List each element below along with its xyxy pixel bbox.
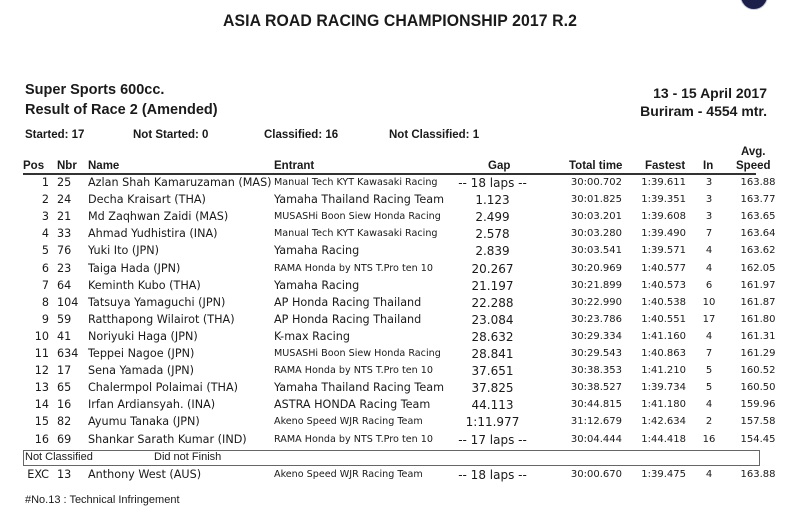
event-date: 13 - 15 April 2017	[653, 85, 767, 101]
cell-total-time: 30:03.280	[570, 228, 622, 240]
cell-entrant: RAMA Honda by NTS T.Pro ten 10	[274, 262, 433, 274]
cell-fastest: 1:40.577	[641, 262, 686, 274]
table-row	[0, 468, 800, 485]
cell-nbr: 33	[57, 227, 72, 241]
table-row	[0, 193, 800, 210]
cell-total-time: 31:12.679	[570, 416, 622, 428]
cell-entrant: AP Honda Racing Thailand	[274, 312, 422, 326]
cell-fastest: 1:40.551	[641, 313, 686, 325]
cell-name: Ahmad Yudhistira (INA)	[88, 227, 218, 241]
event-venue: Buriram - 4554 mtr.	[640, 103, 767, 119]
cell-in-lap: 7	[705, 228, 713, 240]
cell-entrant: Yamaha Racing	[274, 278, 360, 292]
col-nbr: Nbr	[57, 160, 77, 172]
cell-avg-speed: 161.29	[740, 348, 776, 359]
cell-entrant: Akeno Speed WJR Racing Team	[274, 416, 423, 428]
cell-fastest: 1:39.475	[641, 469, 686, 480]
cell-avg-speed: 163.65	[740, 211, 776, 223]
cell-fastest: 1:39.351	[641, 194, 686, 206]
cell-pos: 13	[34, 381, 49, 395]
cell-nbr: 21	[57, 210, 72, 224]
cell-in-lap: 4	[705, 469, 713, 480]
cell-nbr: 76	[57, 244, 72, 258]
table-row	[0, 330, 800, 347]
table-row	[0, 262, 800, 279]
cell-name: Yuki Ito (JPN)	[88, 244, 160, 258]
cell-nbr: 13	[57, 468, 72, 481]
table-row	[0, 398, 800, 415]
cell-nbr: 69	[57, 432, 72, 446]
cell-entrant: RAMA Honda by NTS T.Pro ten 10	[274, 365, 433, 377]
cell-avg-speed: 163.88	[740, 469, 776, 480]
cell-name: Azlan Shah Kamaruzaman (MAS)	[88, 176, 272, 189]
col-avg-speed-line1: Avg.	[741, 146, 766, 158]
cell-avg-speed: 162.05	[740, 262, 776, 274]
cell-entrant: MUSASHi Boon Siew Honda Racing	[274, 211, 441, 223]
col-total-time: Total time	[569, 160, 623, 172]
cell-avg-speed: 161.87	[740, 296, 776, 308]
cell-entrant: Yamaha Thailand Racing Team	[274, 193, 444, 207]
cell-total-time: 30:29.334	[570, 330, 622, 342]
cell-name: Keminth Kubo (THA)	[88, 278, 201, 292]
cell-pos: 4	[41, 227, 49, 241]
cell-name: Teppei Nagoe (JPN)	[88, 347, 195, 360]
cell-in-lap: 4	[705, 262, 713, 274]
cell-gap: -- 18 laps --	[458, 176, 527, 190]
cell-pos: 12	[34, 364, 49, 378]
cell-total-time: 30:38.353	[570, 365, 622, 377]
cell-name: Decha Kraisart (THA)	[88, 193, 206, 207]
header-divider	[378, 173, 756, 175]
cell-gap: -- 17 laps --	[458, 432, 527, 447]
cell-name: Noriyuki Haga (JPN)	[88, 329, 198, 343]
cell-total-time: 30:44.815	[570, 399, 622, 411]
cell-avg-speed: 154.45	[740, 433, 776, 445]
table-row	[0, 279, 800, 296]
cell-pos: 15	[34, 415, 49, 429]
cell-nbr: 65	[57, 381, 72, 395]
cell-nbr: 41	[57, 329, 72, 343]
table-row	[0, 244, 800, 261]
cell-in-lap: 6	[705, 279, 713, 291]
cell-name: Shankar Sarath Kumar (IND)	[88, 432, 247, 446]
cell-avg-speed: 163.64	[740, 228, 776, 240]
stat-not-classified: Not Classified: 1	[389, 129, 480, 141]
cell-fastest: 1:39.490	[641, 228, 686, 240]
cell-pos: EXC	[27, 468, 49, 481]
cell-in-lap: 5	[705, 382, 713, 394]
cell-pos: 14	[34, 398, 49, 412]
cell-gap: 2.839	[475, 244, 510, 259]
cell-nbr: 17	[57, 364, 72, 378]
col-pos: Pos	[23, 160, 45, 172]
col-avg-speed-line2: Speed	[736, 160, 771, 172]
cell-pos: 2	[41, 193, 49, 207]
cell-pos: 9	[41, 312, 49, 326]
col-fastest: Fastest	[645, 160, 686, 172]
cell-pos: 16	[34, 432, 49, 446]
cell-total-time: 30:01.825	[570, 194, 622, 206]
cell-entrant: Akeno Speed WJR Racing Team	[274, 469, 423, 480]
col-name: Name	[88, 160, 120, 172]
cell-avg-speed: 161.80	[740, 313, 776, 325]
cell-pos: 10	[34, 329, 49, 343]
cell-in-lap: 4	[705, 245, 713, 257]
cell-total-time: 30:03.541	[570, 245, 622, 257]
cell-name: Tatsuya Yamaguchi (JPN)	[88, 295, 226, 309]
cell-total-time: 30:00.702	[570, 177, 622, 188]
cell-fastest: 1:41.180	[641, 399, 686, 411]
cell-name: Anthony West (AUS)	[88, 468, 202, 481]
cell-in-lap: 4	[705, 330, 713, 342]
cell-in-lap: 3	[705, 177, 713, 188]
cell-in-lap: 4	[705, 399, 713, 411]
cell-gap: 37.651	[471, 364, 514, 379]
cell-gap: 44.113	[471, 398, 514, 413]
cell-entrant: AP Honda Racing Thailand	[274, 295, 422, 309]
cell-gap: 28.841	[471, 347, 514, 361]
table-row	[0, 176, 800, 193]
not-classified-label: Not Classified	[25, 451, 93, 463]
footnote: #No.13 : Technical Infringement	[25, 494, 180, 506]
cell-avg-speed: 163.62	[740, 245, 776, 257]
cell-in-lap: 10	[702, 296, 716, 308]
cell-entrant: RAMA Honda by NTS T.Pro ten 10	[274, 433, 433, 445]
cell-fastest: 1:39.611	[641, 177, 686, 188]
cell-pos: 8	[41, 295, 49, 309]
cell-fastest: 1:39.608	[641, 211, 686, 223]
cell-pos: 6	[41, 261, 49, 275]
cell-total-time: 30:03.201	[570, 211, 622, 223]
cell-avg-speed: 160.52	[740, 365, 776, 377]
not-classified-box	[380, 450, 760, 466]
cell-gap: -- 18 laps --	[458, 468, 527, 482]
cell-gap: 20.267	[471, 261, 514, 276]
cell-in-lap: 16	[702, 433, 716, 445]
cell-name: Ratthapong Wilairot (THA)	[88, 312, 235, 326]
cell-gap: 22.288	[471, 295, 514, 310]
cell-name: Taiga Hada (JPN)	[88, 261, 181, 275]
cell-in-lap: 5	[705, 365, 713, 377]
cell-avg-speed: 160.50	[740, 382, 776, 394]
cell-gap: 2.499	[475, 210, 510, 225]
cell-gap: 2.578	[475, 227, 510, 242]
header-divider	[23, 173, 378, 175]
col-entrant: Entrant	[274, 160, 315, 172]
cell-name: Ayumu Tanaka (JPN)	[88, 415, 200, 429]
cell-entrant: ASTRA HONDA Racing Team	[274, 398, 431, 412]
stat-not-started: Not Started: 0	[133, 129, 209, 141]
cell-name: Sena Yamada (JPN)	[88, 364, 195, 378]
cell-gap: 37.825	[471, 381, 514, 396]
cell-nbr: 16	[57, 398, 72, 412]
cell-avg-speed: 159.96	[740, 399, 776, 411]
cell-total-time: 30:20.969	[570, 262, 622, 274]
col-gap: Gap	[488, 160, 511, 172]
cell-gap: 21.197	[471, 278, 514, 293]
cell-fastest: 1:42.634	[641, 416, 686, 428]
cell-in-lap: 7	[705, 348, 713, 359]
col-in: In	[703, 160, 714, 172]
cell-pos: 11	[34, 347, 49, 360]
cell-nbr: 64	[57, 278, 72, 292]
cell-total-time: 30:00.670	[570, 469, 622, 480]
cell-name: Irfan Ardiansyah. (INA)	[88, 398, 216, 412]
championship-logo	[740, 0, 768, 10]
table-row	[0, 227, 800, 244]
cell-gap: 1:11.977	[465, 415, 520, 430]
cell-entrant: K-max Racing	[274, 329, 350, 343]
cell-total-time: 30:22.990	[570, 296, 622, 308]
race-class: Super Sports 600cc.	[25, 82, 165, 98]
cell-pos: 3	[41, 210, 49, 224]
cell-nbr: 25	[57, 176, 72, 189]
table-row	[0, 313, 800, 330]
table-row	[0, 381, 800, 398]
stat-classified: Classified: 16	[264, 129, 339, 141]
cell-total-time: 30:29.543	[570, 348, 622, 359]
cell-fastest: 1:41.210	[641, 365, 686, 377]
result-title: Result of Race 2 (Amended)	[25, 102, 218, 118]
cell-total-time: 30:04.444	[570, 433, 622, 445]
cell-nbr: 104	[57, 295, 79, 309]
cell-avg-speed: 161.31	[740, 330, 776, 342]
cell-total-time: 30:38.527	[570, 382, 622, 394]
cell-nbr: 24	[57, 193, 72, 207]
stat-started: Started: 17	[25, 129, 85, 141]
cell-fastest: 1:44.418	[641, 433, 686, 445]
cell-entrant: Manual Tech KYT Kawasaki Racing	[274, 177, 438, 188]
cell-total-time: 30:21.899	[570, 279, 622, 291]
table-row	[0, 210, 800, 227]
cell-fastest: 1:39.734	[641, 382, 686, 394]
cell-pos: 7	[41, 278, 49, 292]
cell-nbr: 634	[57, 347, 79, 360]
cell-gap: 23.084	[471, 312, 514, 327]
cell-fastest: 1:40.863	[641, 348, 686, 359]
cell-fastest: 1:40.538	[641, 296, 686, 308]
cell-avg-speed: 163.88	[740, 177, 776, 188]
cell-avg-speed: 163.77	[740, 194, 776, 206]
table-row	[0, 364, 800, 381]
table-row	[0, 415, 800, 432]
cell-gap: 1.123	[475, 193, 510, 208]
table-row	[0, 347, 800, 364]
cell-fastest: 1:40.573	[641, 279, 686, 291]
cell-nbr: 23	[57, 261, 72, 275]
cell-avg-speed: 161.97	[740, 279, 776, 291]
cell-entrant: Yamaha Thailand Racing Team	[274, 381, 444, 395]
cell-in-lap: 3	[705, 211, 713, 223]
cell-entrant: Yamaha Racing	[274, 244, 360, 258]
cell-in-lap: 3	[705, 194, 713, 206]
page-title: ASIA ROAD RACING CHAMPIONSHIP 2017 R.2	[222, 11, 578, 30]
cell-name: Md Zaqhwan Zaidi (MAS)	[88, 210, 229, 224]
cell-name: Chalermpol Polaimai (THA)	[88, 381, 238, 395]
cell-nbr: 82	[57, 415, 72, 429]
cell-nbr: 59	[57, 312, 72, 326]
cell-pos: 1	[41, 176, 49, 189]
table-row	[0, 433, 800, 450]
cell-avg-speed: 157.58	[740, 416, 776, 428]
table-row	[0, 296, 800, 313]
cell-in-lap: 2	[705, 416, 713, 428]
cell-in-lap: 17	[702, 313, 716, 325]
cell-total-time: 30:23.786	[570, 313, 622, 325]
not-classified-reason: Did not Finish	[154, 451, 222, 463]
cell-fastest: 1:39.571	[641, 245, 686, 257]
cell-fastest: 1:41.160	[641, 330, 686, 342]
cell-gap: 28.632	[471, 329, 514, 344]
cell-pos: 5	[41, 244, 49, 258]
cell-entrant: Manual Tech KYT Kawasaki Racing	[274, 228, 438, 240]
cell-entrant: MUSASHi Boon Siew Honda Racing	[274, 348, 441, 359]
